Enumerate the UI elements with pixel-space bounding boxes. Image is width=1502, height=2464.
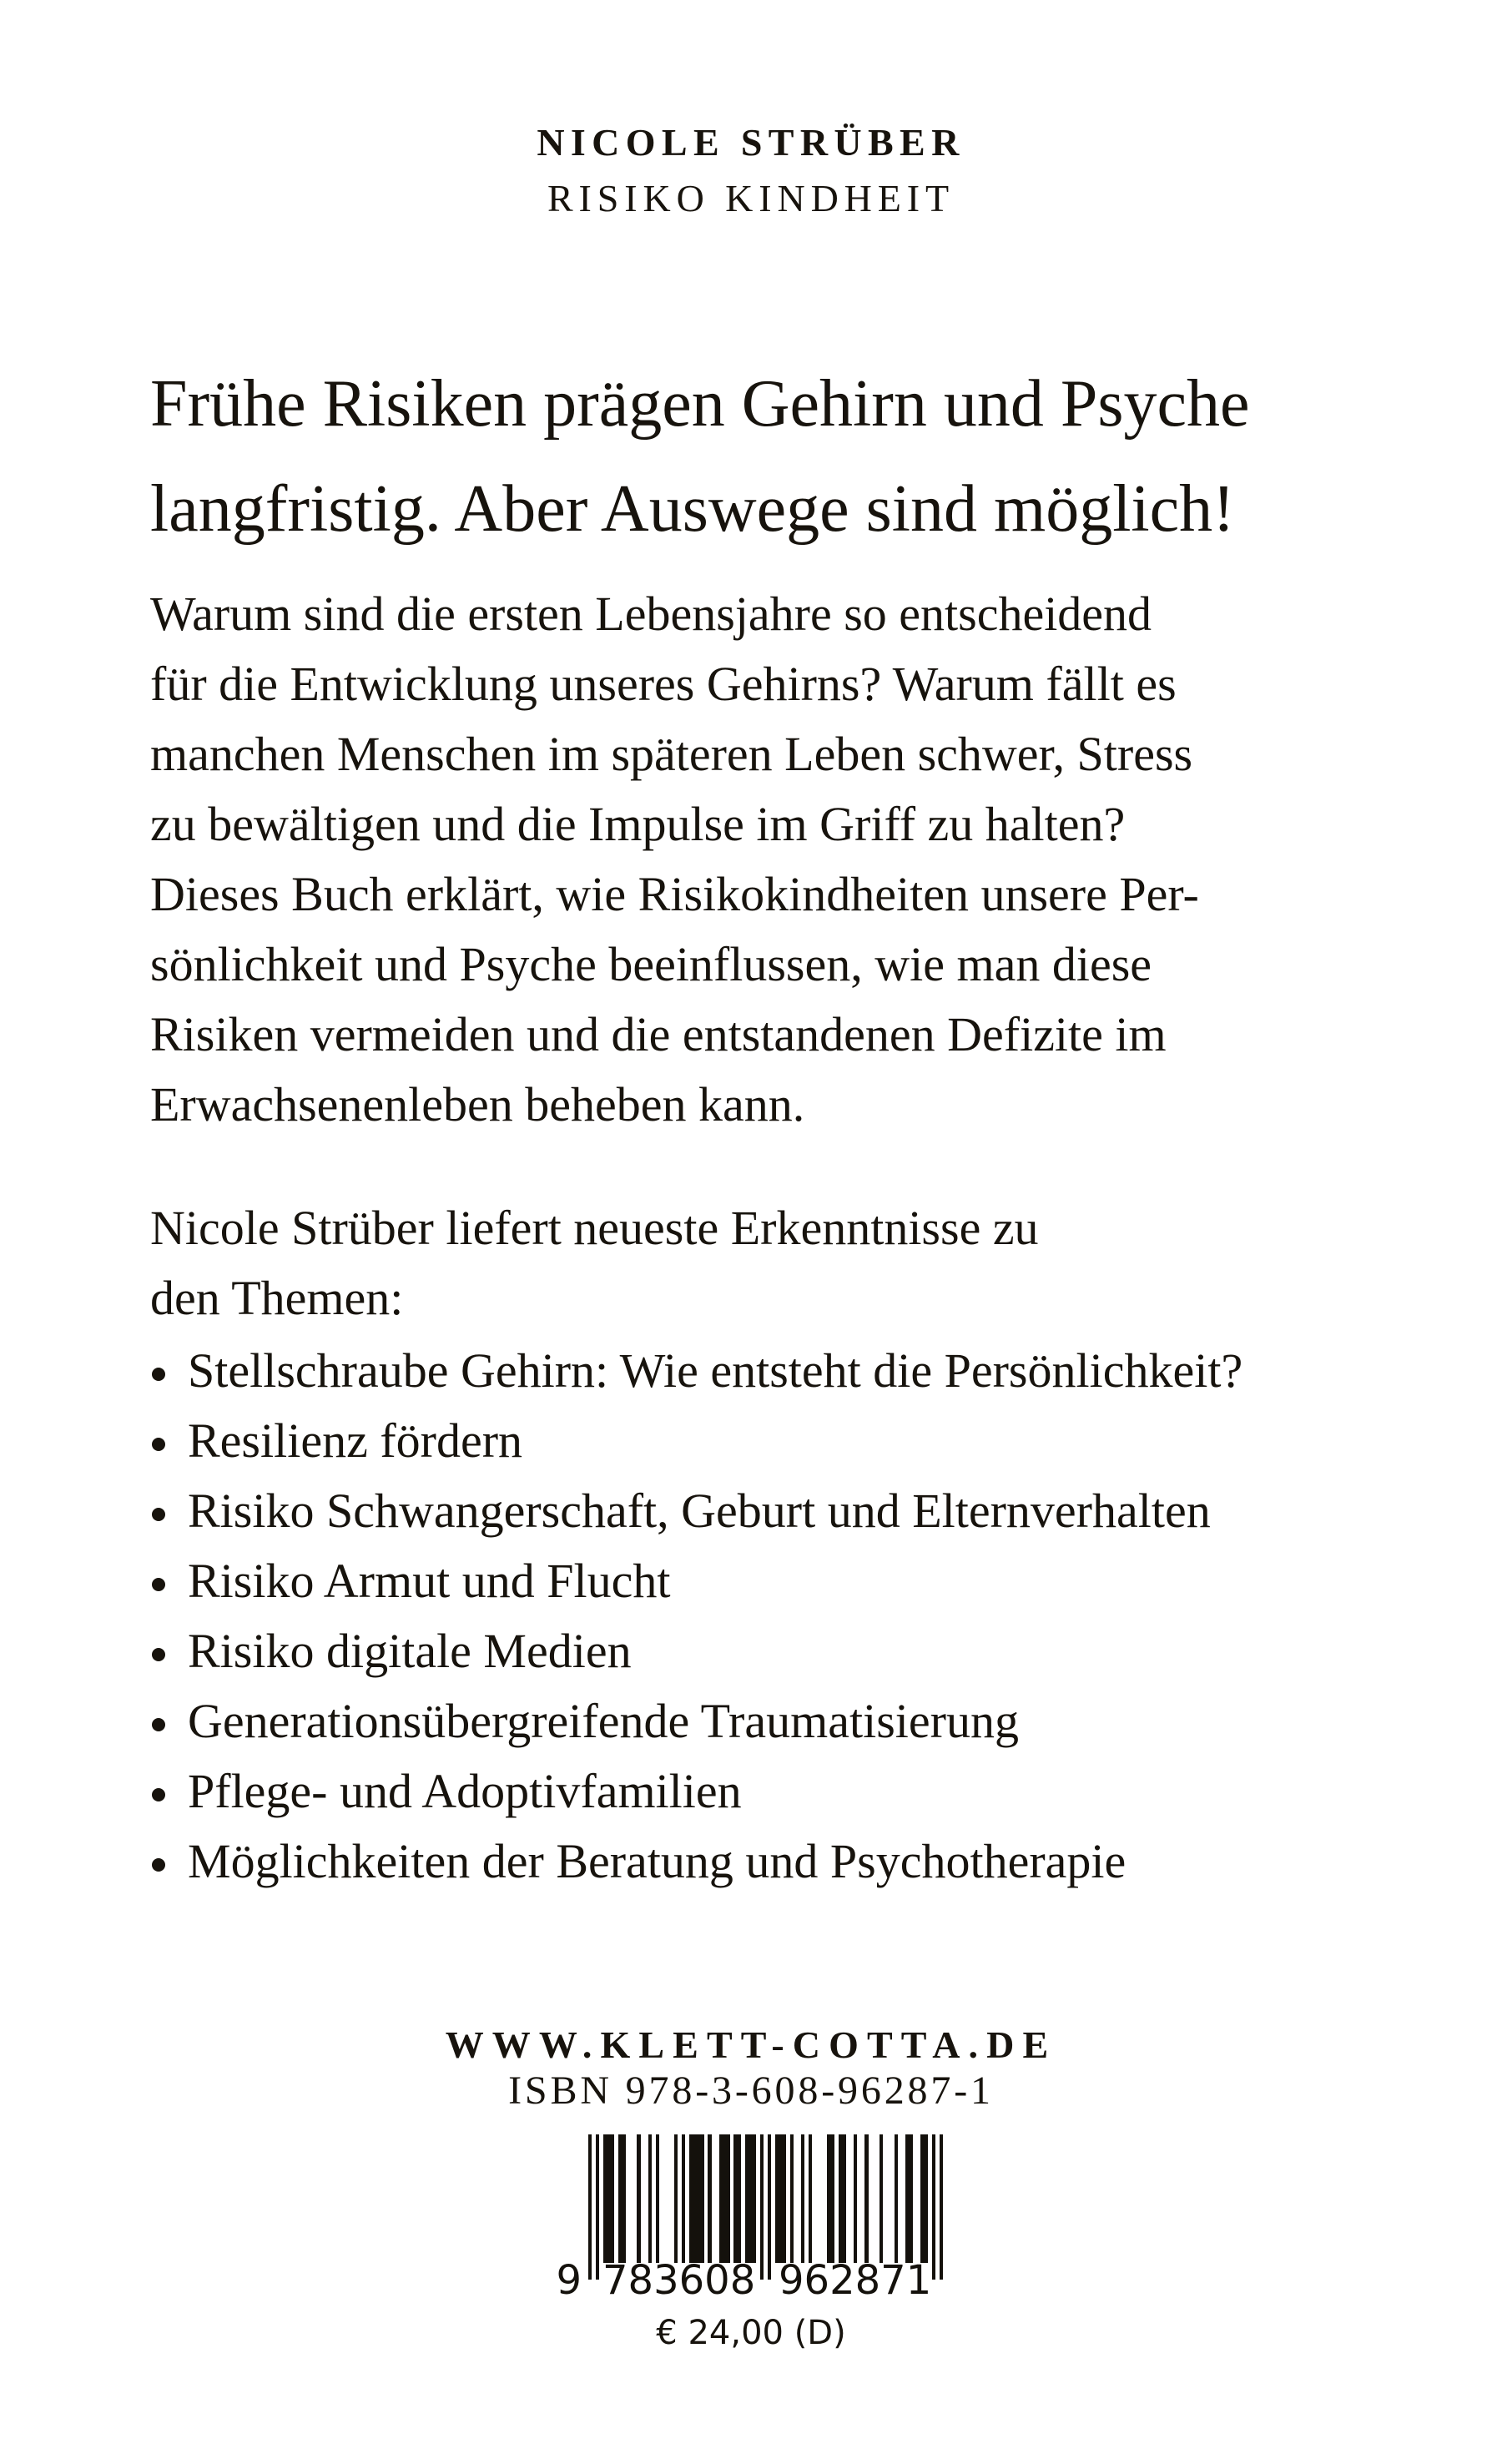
bullet-icon <box>152 1718 165 1731</box>
topic-text: Risiko Schwangerschaft, Geburt und Elternverhalten <box>188 1484 1211 1538</box>
author-name: NICOLE STRÜBER <box>537 121 965 164</box>
topics-intro-line: Nicole Strüber liefert neueste Erkenntnisse zu <box>150 1201 1039 1255</box>
intro-line: Dieses Buch erklärt, wie Risikokindheiten unsere Per- <box>150 867 1199 921</box>
topic-text: Risiko digitale Medien <box>188 1624 632 1678</box>
intro-paragraph <box>150 579 1419 1140</box>
bullet-icon <box>152 1788 165 1801</box>
topic-text: Resilienz fördern <box>188 1413 523 1468</box>
price: € 24,00 (D) <box>656 2314 846 2352</box>
isbn: ISBN 978-3-608-96287-1 <box>508 2068 994 2113</box>
intro-line: sönlichkeit und Psyche beeinflussen, wie man diese <box>150 937 1152 991</box>
barcode-digit-group-left: 783608 <box>602 2257 756 2304</box>
topic-text: Stellschraube Gehirn: Wie entsteht die Persönlichkeit? <box>188 1343 1243 1398</box>
ean-barcode <box>547 2134 947 2304</box>
topic-item <box>150 1546 1452 1616</box>
topic-item <box>150 1756 1452 1827</box>
bullet-icon <box>152 1858 165 1872</box>
bullet-icon <box>152 1368 165 1381</box>
intro-line: Warum sind die ersten Lebensjahre so entscheidend <box>150 587 1152 641</box>
topic-list <box>150 1336 1452 1897</box>
book-title: RISIKO KINDHEIT <box>547 177 955 219</box>
headline <box>150 351 1419 562</box>
topic-item <box>150 1827 1452 1897</box>
topic-item <box>150 1336 1452 1406</box>
barcode-digits <box>547 2257 947 2304</box>
topic-item <box>150 1476 1452 1546</box>
bullet-icon <box>152 1508 165 1521</box>
intro-line: zu bewältigen und die Impulse im Griff zu halten? <box>150 797 1126 851</box>
topic-text: Möglichkeiten der Beratung und Psychotherapie <box>188 1834 1126 1888</box>
topics-intro-line: den Themen: <box>150 1271 404 1325</box>
topic-text: Pflege- und Adoptivfamilien <box>188 1764 742 1818</box>
topic-item <box>150 1406 1452 1476</box>
intro-line: manchen Menschen im späteren Leben schwer, Stress <box>150 727 1193 781</box>
intro-line: für die Entwicklung unseres Gehirns? Warum fällt es <box>150 657 1177 711</box>
headline-line: Frühe Risiken prägen Gehirn und Psyche <box>150 367 1250 441</box>
intro-line: Risiken vermeiden und die entstandenen Defizite im <box>150 1007 1167 1061</box>
intro-line: Erwachsenenleben beheben kann. <box>150 1077 805 1131</box>
barcode-digit-group-right: 962871 <box>779 2257 932 2304</box>
publisher-website: WWW.KLETT-COTTA.DE <box>445 2023 1057 2066</box>
topic-text: Risiko Armut und Flucht <box>188 1554 671 1608</box>
topic-item <box>150 1686 1452 1756</box>
barcode-digit-lead: 9 <box>556 2257 582 2304</box>
bullet-icon <box>152 1578 165 1591</box>
topic-text: Generationsübergreifende Traumatisierung <box>188 1694 1019 1748</box>
topics-intro-paragraph <box>150 1193 1419 1333</box>
topic-item <box>150 1616 1452 1686</box>
bullet-icon <box>152 1438 165 1451</box>
headline-line: langfristig. Aber Auswege sind möglich! <box>150 472 1235 546</box>
bullet-icon <box>152 1648 165 1661</box>
